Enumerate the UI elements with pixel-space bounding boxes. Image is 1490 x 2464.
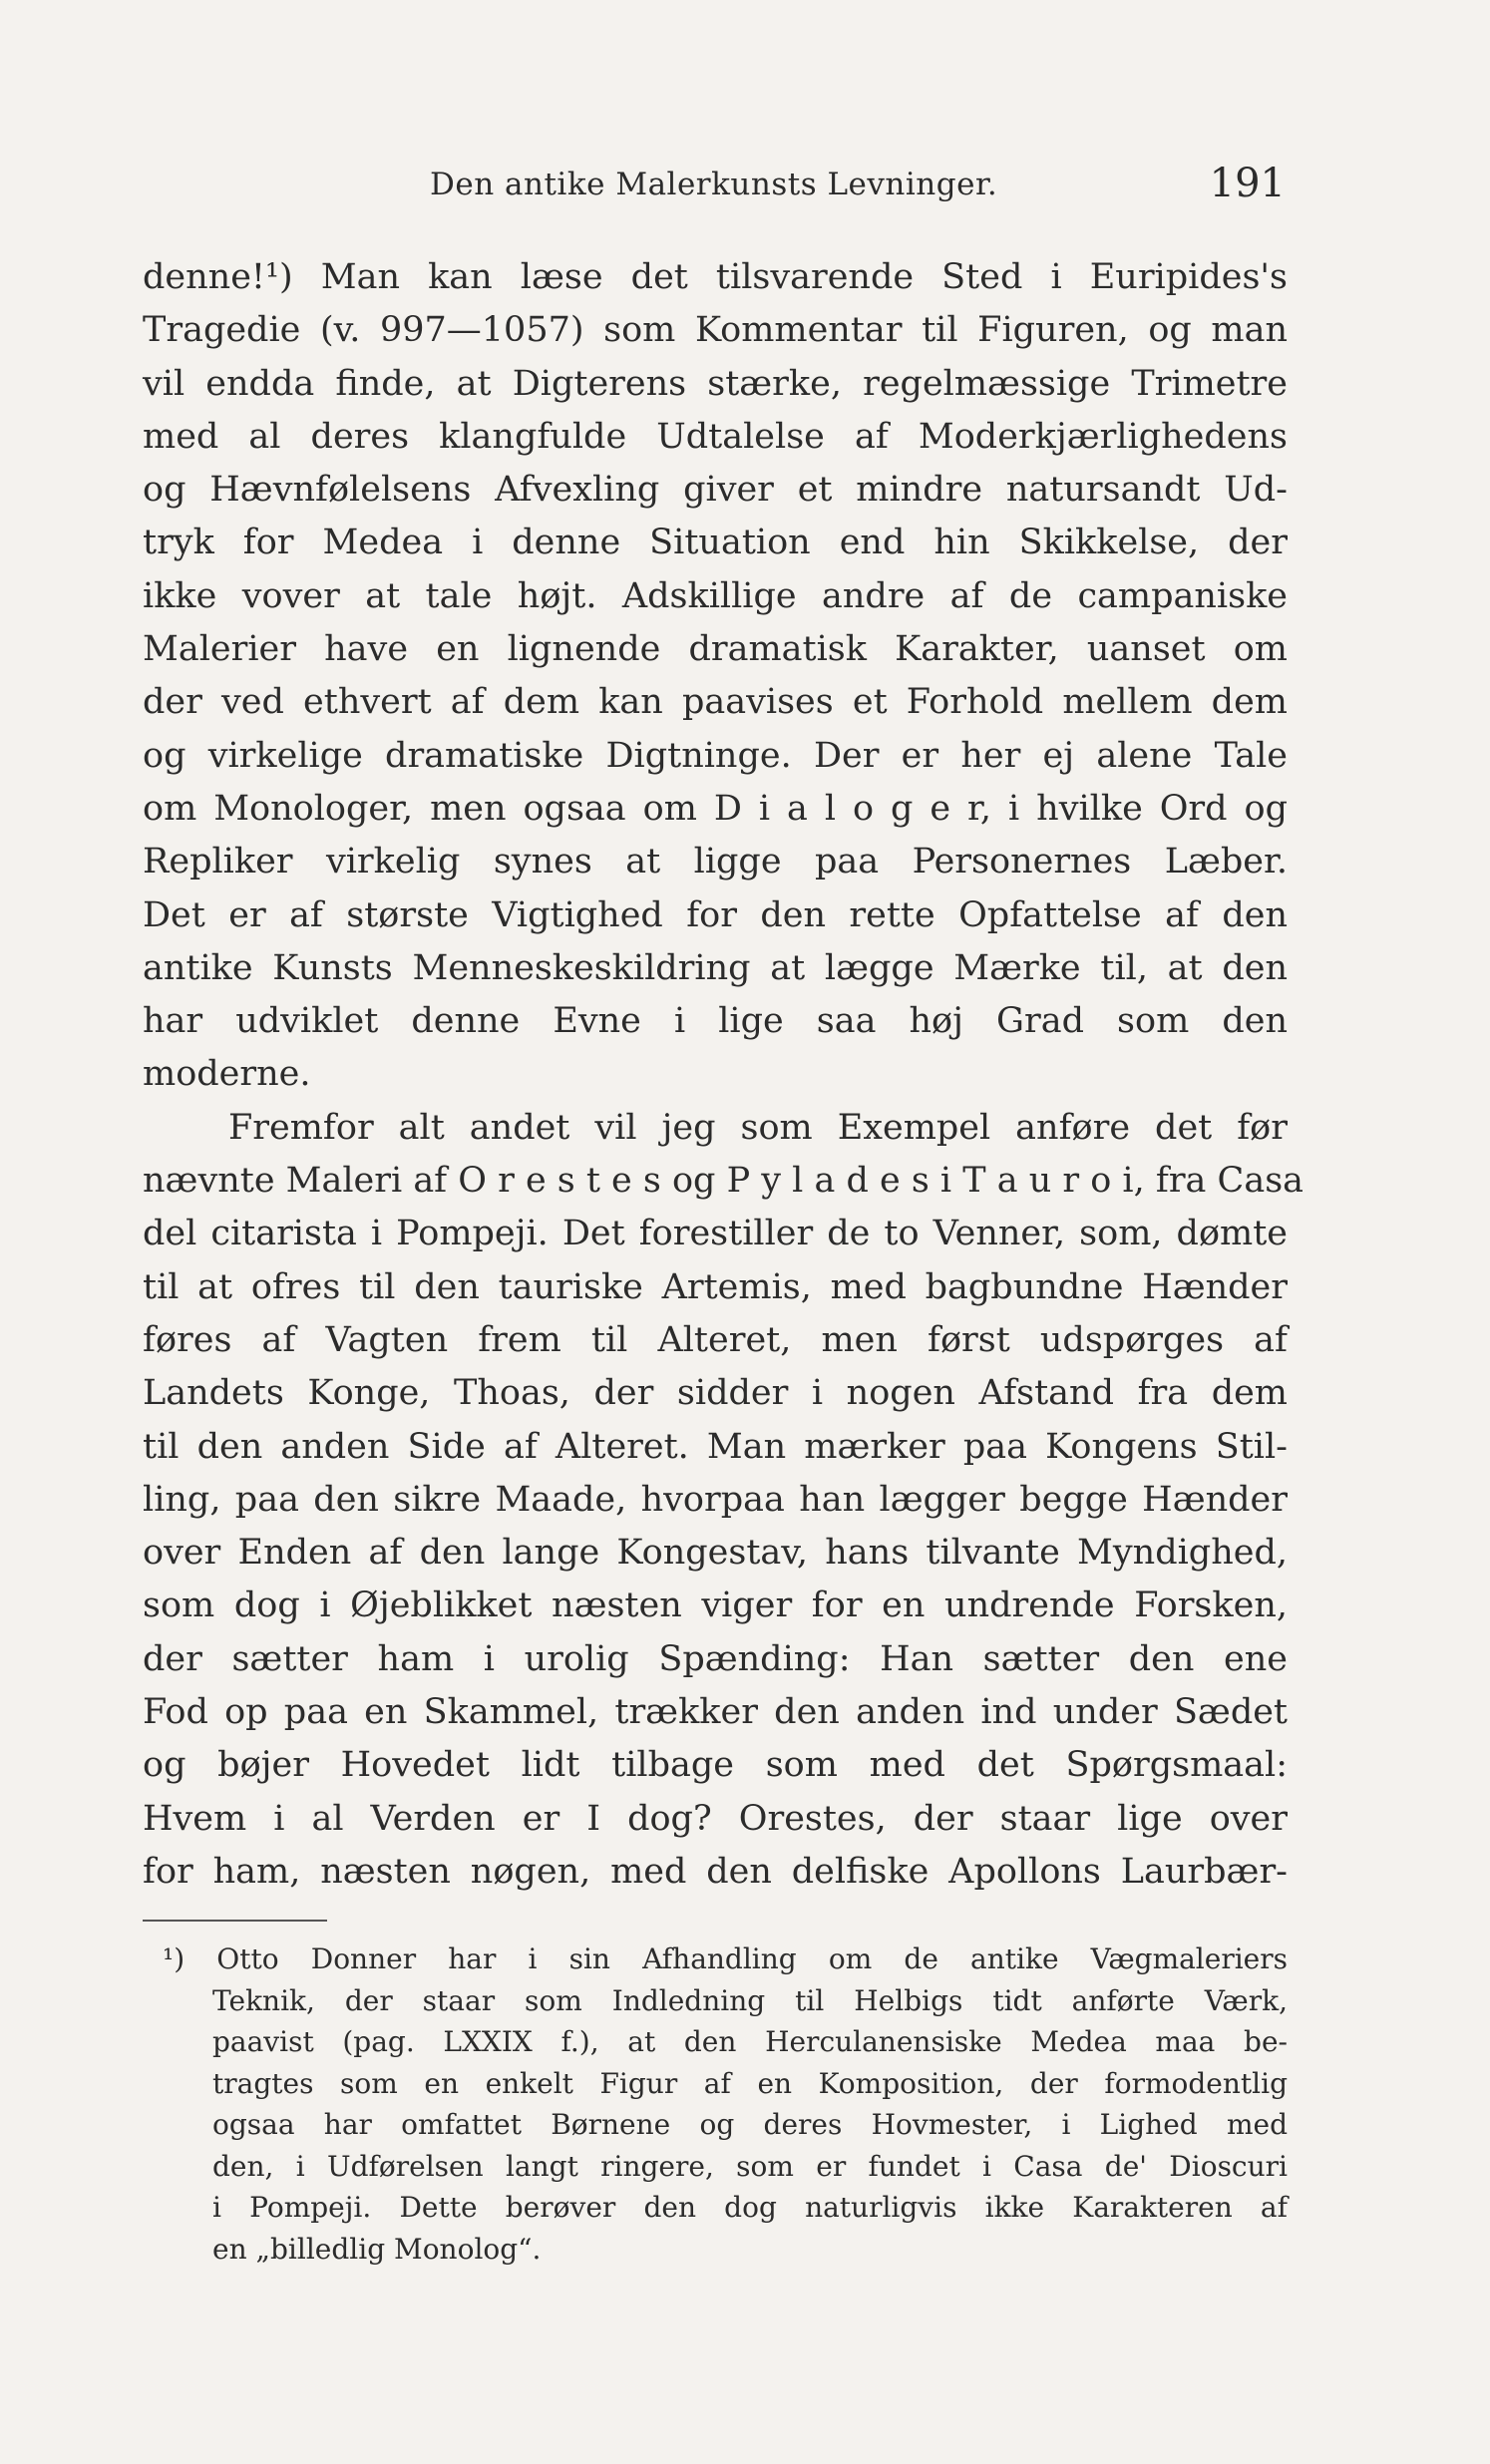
text-line: til at ofres til den tauriske Artemis, med bagbundne Hænder bbox=[143, 1266, 1288, 1307]
footnote-line: i Pompeji. Dette berøver den dog naturligvis ikke Karakteren af bbox=[212, 2191, 1288, 2224]
footnote-line: ogsaa har omfattet Børnene og deres Hovmester, i Lighed med bbox=[212, 2108, 1288, 2141]
text-line: til den anden Side af Alteret. Man mærker paa Kongens Stil- bbox=[143, 1426, 1288, 1467]
page-header bbox=[143, 161, 1288, 208]
text-line: der ved ethvert af dem kan paavises et Forhold mellem dem bbox=[143, 682, 1288, 723]
text-line: og virkelige dramatiske Digtninge. Der er her ej alene Tale bbox=[143, 735, 1288, 776]
footnote bbox=[143, 1938, 1288, 2270]
text-line: og bøjer Hovedet lidt tilbage som med det Spørgsmaal: bbox=[143, 1745, 1288, 1786]
text-line: denne!¹) Man kan læse det tilsvarende Sted i Euripides's bbox=[143, 257, 1288, 297]
text-line: moderne. bbox=[143, 1054, 311, 1095]
text-line: om Monologer, men ogsaa om D i a l o g e r, i hvilke Ord og bbox=[143, 788, 1288, 829]
text-line: føres af Vagten frem til Alteret, men først udspørges af bbox=[143, 1319, 1288, 1360]
text-line: med al deres klangfulde Udtalelse af Moderkjærlighedens bbox=[143, 416, 1288, 457]
footnote-line: en „billedlig Monolog“. bbox=[212, 2232, 542, 2266]
text-line: nævnte Maleri af O r e s t e s og P y l a d e s i T a u r o i, fra Casa bbox=[143, 1161, 1304, 1202]
text-line: Malerier have en lignende dramatisk Karakter, uanset om bbox=[143, 629, 1288, 670]
text-line: har udviklet denne Evne i lige saa høj Grad som den bbox=[143, 1001, 1288, 1042]
footnote-line: Teknik, der staar som Indledning til Helbigs tidt anførte Værk, bbox=[212, 1983, 1288, 2017]
text-line: antike Kunsts Menneskeskildring at lægge Mærke til, at den bbox=[143, 947, 1288, 988]
text-line: Repliker virkelig synes at ligge paa Personernes Læber. bbox=[143, 842, 1288, 882]
text-line: Tragedie (v. 997—1057) som Kommentar til Figuren, og man bbox=[143, 310, 1288, 351]
page-number: 191 bbox=[1209, 161, 1286, 206]
footnote-line: tragtes som en enkelt Figur af en Komposition, der formodentlig bbox=[212, 2066, 1288, 2100]
text-line: over Enden af den lange Kongestav, hans tilvante Myndighed, bbox=[143, 1533, 1288, 1574]
body-text bbox=[143, 251, 1304, 1899]
text-line: ling, paa den sikre Maade, hvorpaa han lægger begge Hænder bbox=[143, 1479, 1288, 1520]
footnote-line: ¹) Otto Donner har i sin Afhandling om de antike Vægmaleriers bbox=[163, 1942, 1288, 1975]
text-line: del citarista i Pompeji. Det forestiller de to Venner, som, dømte bbox=[143, 1214, 1288, 1254]
text-line: Fod op paa en Skammel, trækker den anden ind under Sædet bbox=[143, 1692, 1288, 1733]
text-line: og Hævnfølelsens Afvexling giver et mindre natursandt Ud- bbox=[143, 470, 1288, 511]
text-line: der sætter ham i urolig Spænding: Han sætter den ene bbox=[143, 1638, 1288, 1679]
footnote-rule bbox=[143, 1920, 327, 1922]
footnote-line: paavist (pag. LXXIX f.), at den Herculanensiske Medea maa be- bbox=[212, 2025, 1288, 2058]
text-line: vil endda finde, at Digterens stærke, regelmæssige Trimetre bbox=[143, 363, 1288, 404]
text-line: for ham, næsten nøgen, med den delfiske Apollons Laurbær- bbox=[143, 1851, 1288, 1892]
text-line: tryk for Medea i denne Situation end hin Skikkelse, der bbox=[143, 523, 1288, 563]
text-line: Det er af største Vigtighed for den rette Opfattelse af den bbox=[143, 894, 1288, 935]
text-line: Fremfor alt andet vil jeg som Exempel anføre det før bbox=[228, 1107, 1288, 1148]
text-line: ikke vover at tale højt. Adskillige andre af de campaniske bbox=[143, 575, 1288, 616]
text-line: som dog i Øjeblikket næsten viger for en undrende Forsken, bbox=[143, 1585, 1288, 1626]
footnote-line: den, i Udførelsen langt ringere, som er fundet i Casa de' Dioscuri bbox=[212, 2149, 1288, 2183]
text-line: Hvem i al Verden er I dog? Orestes, der staar lige over bbox=[143, 1798, 1288, 1839]
running-title: Den antike Malerkunsts Levninger. bbox=[430, 167, 998, 202]
text-line: Landets Konge, Thoas, der sidder i nogen Afstand fra dem bbox=[143, 1373, 1288, 1414]
